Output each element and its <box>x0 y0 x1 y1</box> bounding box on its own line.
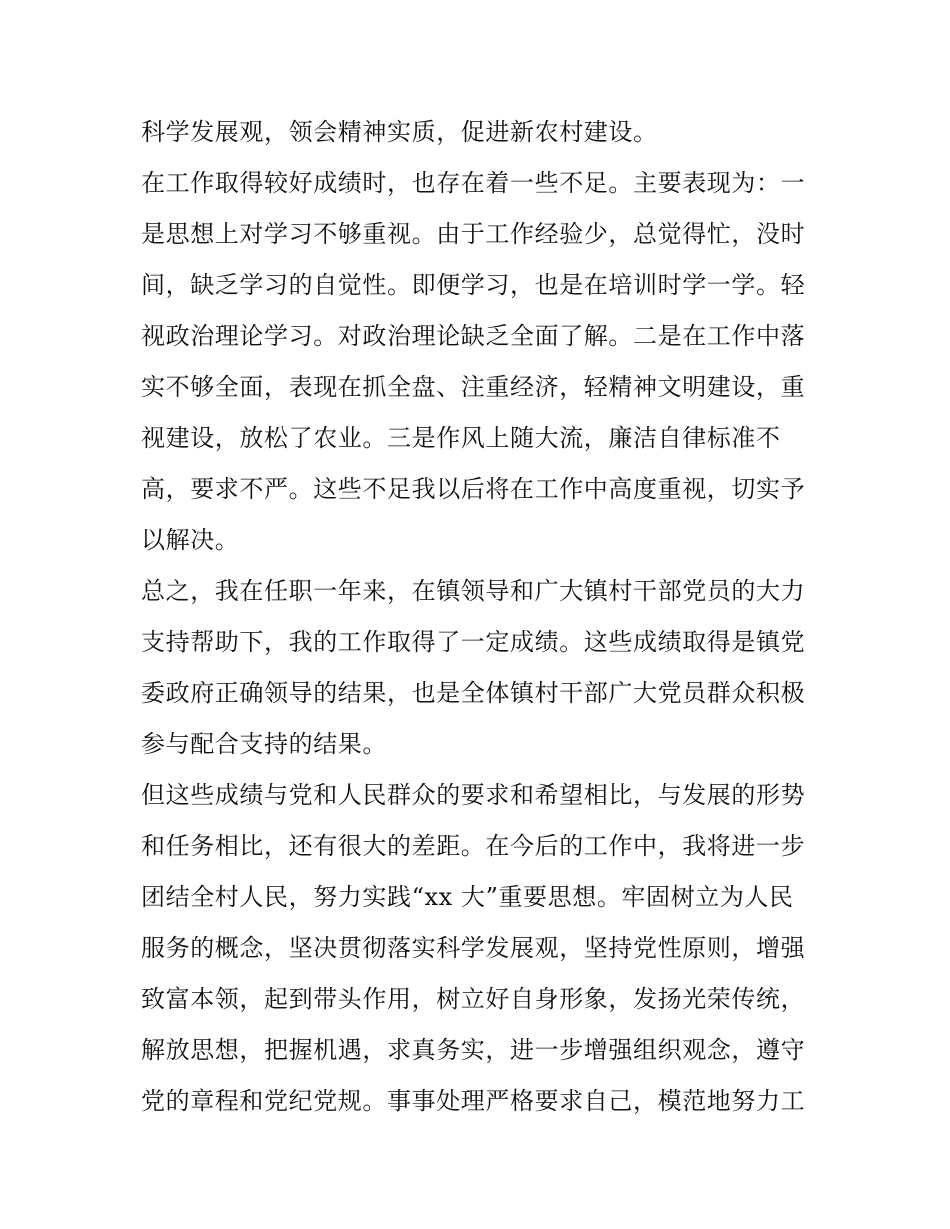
text-line: 和任务相比，还有很大的差距。在今后的工作中，我将进一步 <box>141 832 806 860</box>
text-line: 总之，我在任职一年来，在镇领导和广大镇村干部党员的大力 <box>141 577 806 605</box>
text-line: 解放思想，把握机遇，求真务实，进一步增强组织观念，遵守 <box>141 1036 806 1064</box>
text-line: 但这些成绩与党和人民群众的要求和希望相比，与发展的形势 <box>141 781 806 809</box>
document-body <box>141 107 821 1127</box>
text-line: 在工作取得较好成绩时，也存在着一些不足。主要表现为：一 <box>141 169 806 197</box>
text-line: 是思想上对学习不够重视。由于工作经验少，总觉得忙，没时 <box>141 220 806 248</box>
text-line: 支持帮助下，我的工作取得了一定成绩。这些成绩取得是镇党 <box>141 628 806 656</box>
text-line: 致富本领，起到带头作用，树立好自身形象，发扬光荣传统， <box>141 985 806 1013</box>
text-line: 团结全村人民，努力实践“xx 大”重要思想。牢固树立为人民 <box>141 883 794 911</box>
text-line: 高，要求不严。这些不足我以后将在工作中高度重视，切实予 <box>141 475 806 503</box>
text-line: 委政府正确领导的结果，也是全体镇村干部广大党员群众积极 <box>141 679 806 707</box>
text-line: 参与配合支持的结果。 <box>141 730 387 758</box>
text-line: 科学发展观，领会精神实质，促进新农村建设。 <box>141 118 658 146</box>
text-line: 服务的概念，坚决贯彻落实科学发展观，坚持党性原则，增强 <box>141 934 806 962</box>
text-line: 视政治理论学习。对政治理论缺乏全面了解。二是在工作中落 <box>141 322 806 350</box>
text-line: 党的章程和党纪党规。事事处理严格要求自己，模范地努力工 <box>141 1087 806 1115</box>
text-line: 间，缺乏学习的自觉性。即便学习，也是在培训时学一学。轻 <box>141 271 806 299</box>
text-line: 以解决。 <box>141 526 240 554</box>
text-line: 视建设，放松了农业。三是作风上随大流，廉洁自律标准不 <box>141 424 781 452</box>
text-line: 实不够全面，表现在抓全盘、注重经济，轻精神文明建设，重 <box>141 373 806 401</box>
